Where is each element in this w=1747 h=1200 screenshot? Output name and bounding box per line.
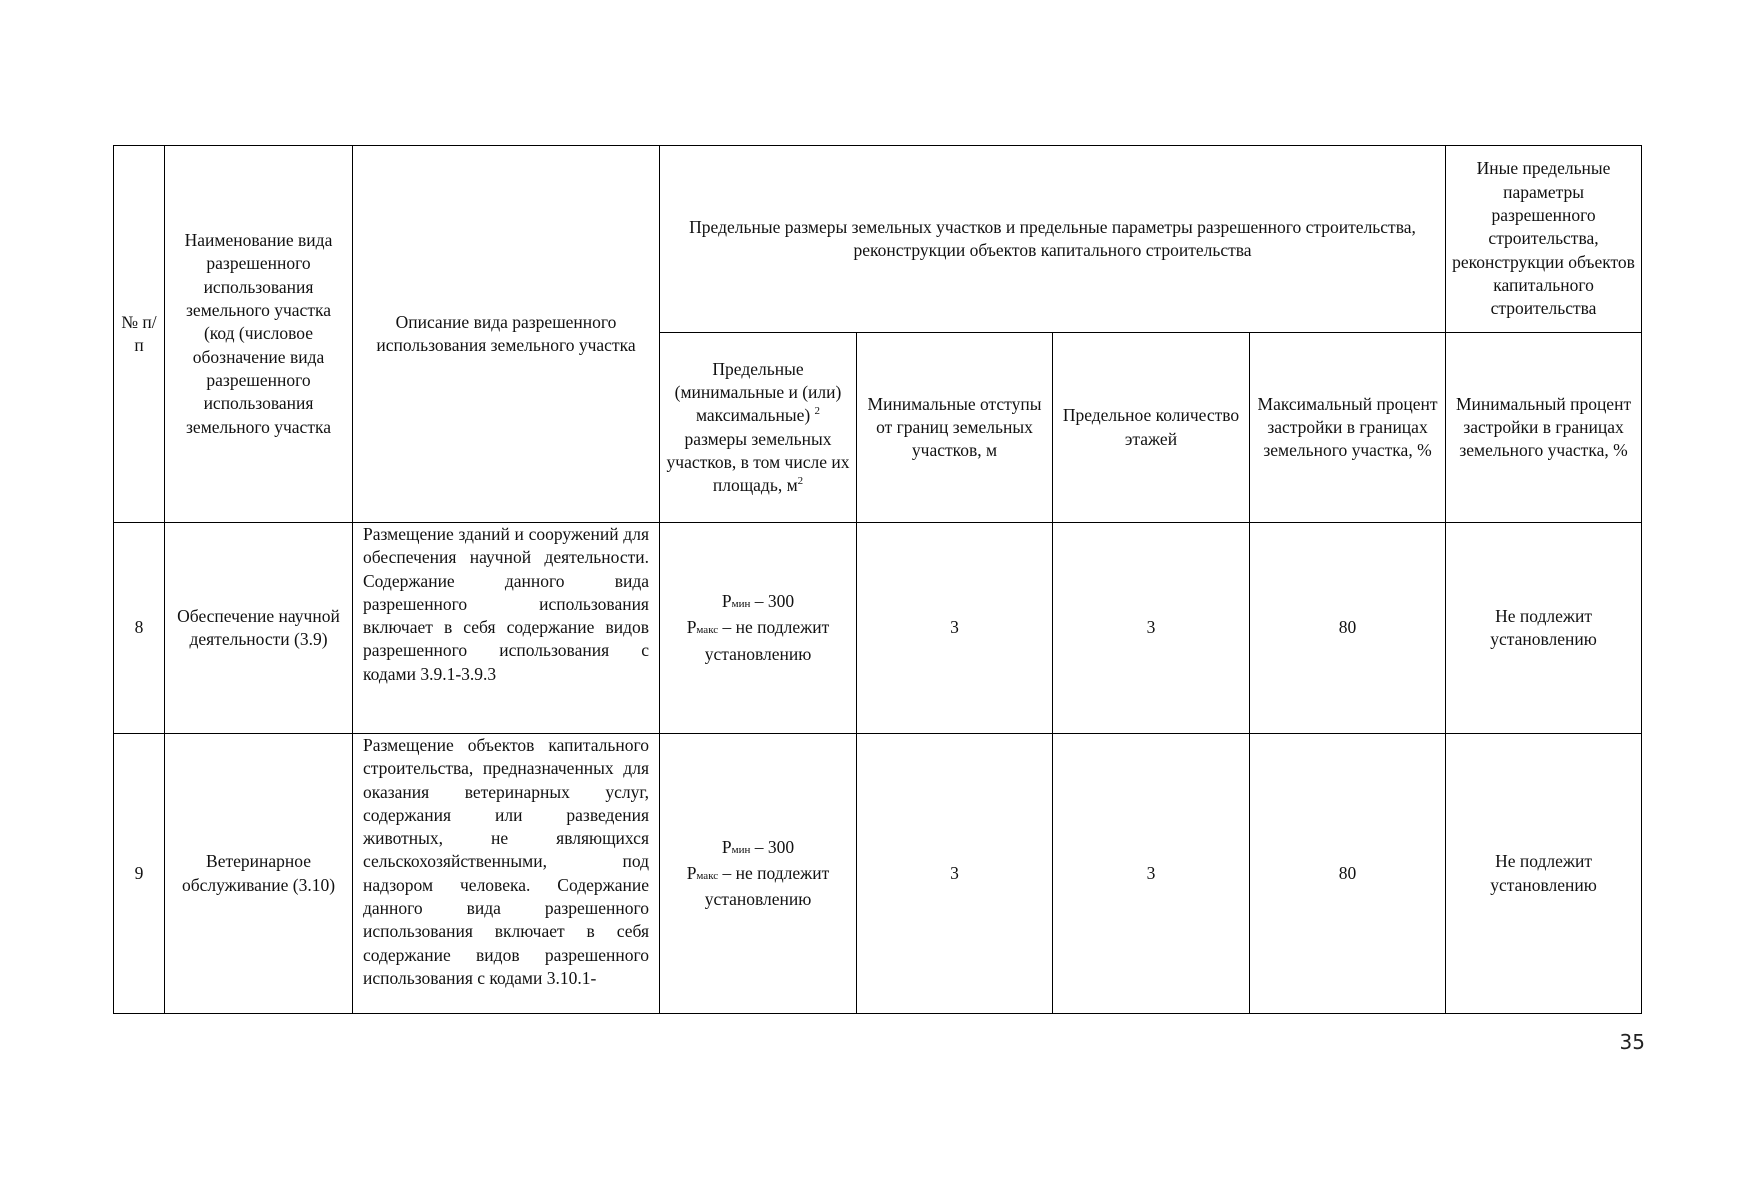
p-min-value: – 300 [750,591,795,612]
row-description: Размещение объектов капитального строительства, предназначенных для оказания ветеринарных услуг, содержания или разведения животных, не являющихся сельскохозяйственными, под надзором человека. Содержание данного вида разрешенного использования включает в себя содержание видов разрешенного использования с кодами 3.10.1- [353,734,660,1014]
table-row [114,523,1642,734]
header-other-params: Иные предельные параметры разрешенного строительства, реконструкции объектов капитального строительства [1446,146,1642,333]
header-group-limits: Предельные размеры земельных участков и предельные параметры разрешенного строительства, реконструкции объектов капитального строительства [660,146,1446,333]
header-min-coverage: Минимальный процент застройки в границах земельного участка, % [1446,333,1642,523]
p-letter: P [721,836,732,857]
header-name: Наименование вида разрешенного использования земельного участка (код (числовое обозначение вида разрешенного использования земельного участка [165,146,353,523]
row-setbacks: 3 [857,734,1053,1014]
row-sizes-max [666,862,850,912]
page-number: 35 [1619,1030,1645,1054]
row-sizes-max [666,616,850,666]
header-sizes-rest: размеры земельных участков, в том числе их площадь, м [666,428,850,496]
row-other: Не подлежит установлению [1446,523,1642,734]
zoning-parameters-table [113,145,1642,1014]
p-letter: P [721,591,732,612]
p-letter: P [686,617,697,638]
row-max-coverage: 80 [1250,523,1446,734]
row-setbacks: 3 [857,523,1053,734]
row-other: Не подлежит установлению [1446,734,1642,1014]
header-setbacks: Минимальные отступы от границ земельных участков, м [857,333,1053,523]
row-sizes [660,734,857,1014]
row-floors: 3 [1053,523,1250,734]
header-row-1 [114,146,1642,333]
p-max-sub: макс [696,624,719,637]
table-row [114,734,1642,1014]
p-min-value: – 300 [750,836,795,857]
row-sizes-min [666,590,850,616]
p-max-sub: макс [696,869,719,882]
p-min-sub: мин [731,843,751,856]
row-sizes [660,523,857,734]
header-sizes-unit-sup: 2 [797,475,804,488]
header-description: Описание вида разрешенного использования земельного участка [353,146,660,523]
row-description: Размещение зданий и сооружений для обеспечения научной деятельности. Содержание данного вида разрешенного использования включает в себя содержание видов разрешенного использования с кодами 3.9.1-3.9.3 [353,523,660,734]
p-max-value: – не подлежит установлению [704,617,830,664]
row-num: 9 [114,734,165,1014]
p-min-sub: мин [731,598,751,611]
header-sizes-footnote: 2 [814,405,821,418]
row-floors: 3 [1053,734,1250,1014]
header-sizes-main: Предельные (минимальные и (или) максимальные) [674,358,842,426]
header-sizes [660,333,857,523]
p-letter: P [686,862,697,883]
row-name: Обеспечение научной деятельности (3.9) [165,523,353,734]
row-name: Ветеринарное обслуживание (3.10) [165,734,353,1014]
header-floors: Предельное количество этажей [1053,333,1250,523]
header-num: № п/п [114,146,165,523]
row-num: 8 [114,523,165,734]
p-max-value: – не подлежит установлению [704,862,830,910]
row-max-coverage: 80 [1250,734,1446,1014]
row-sizes-min [666,836,850,862]
header-max-coverage: Максимальный процент застройки в границах земельного участка, % [1250,333,1446,523]
